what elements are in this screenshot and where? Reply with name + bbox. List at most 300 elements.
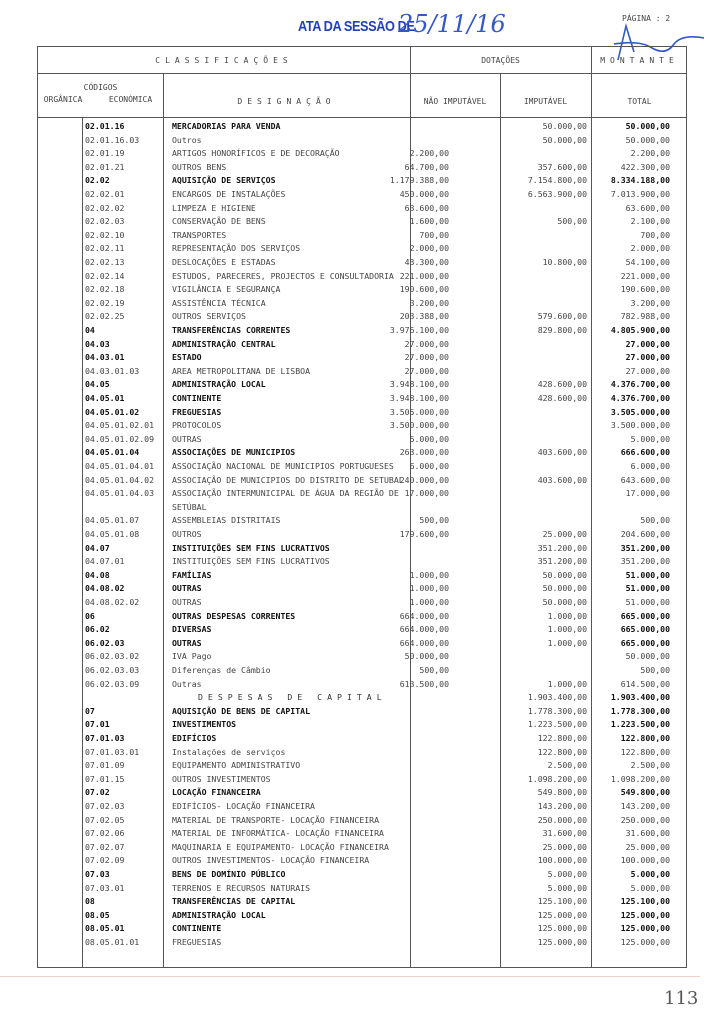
total-value: 50.000,00	[625, 134, 670, 145]
table-row	[38, 257, 686, 268]
nao-imputavel-value: 664.000,00	[399, 624, 449, 635]
economic-code: 04.07.01	[85, 556, 125, 567]
total-value: 1.223.500,00	[610, 719, 670, 730]
total-value: 549.800,00	[620, 787, 670, 798]
economic-code: 04.05.01	[85, 393, 125, 403]
economic-code: 04.08.02	[85, 583, 125, 594]
total-value: 351.200,00	[620, 542, 670, 553]
imputavel-value: 549.800,00	[537, 787, 587, 798]
designation: Diferenças de Câmbio	[172, 665, 271, 675]
table-row	[38, 325, 686, 336]
imputavel-value: 50.000,00	[542, 597, 587, 607]
economic-code: 07.02.09	[85, 855, 125, 866]
designation: ASSOCIAÇÃO NACIONAL DE MUNICIPIOS PORTUGUESES	[172, 461, 394, 471]
table-row	[38, 801, 686, 812]
total-value: 122.800,00	[620, 746, 670, 757]
imputavel-value: 1.000,00	[547, 637, 587, 648]
total-value: 190.600,00	[620, 284, 670, 295]
total-value: 665.000,00	[620, 610, 670, 621]
designation: VIGILÂNCIA E SEGURANÇA	[172, 284, 281, 295]
economic-code: 02.01.19	[85, 148, 125, 159]
designation: MAQUINARIA E EQUIPAMENTO- LOCAÇÃO FINANCEIRA	[172, 841, 389, 852]
imputavel-value: 500,00	[557, 216, 587, 227]
imputavel-value: 1.098.200,00	[527, 773, 587, 784]
nao-imputavel-value: 1.000,00	[409, 569, 449, 580]
table-row	[38, 461, 686, 472]
nao-imputavel-value: 700,00	[419, 229, 449, 240]
economic-code: 04.03.01.03	[85, 365, 140, 376]
nao-imputavel-value: 664.000,00	[399, 610, 449, 621]
table-row	[38, 271, 686, 282]
imputavel-value: 31.600,00	[542, 828, 587, 839]
designation: ESTADO	[172, 352, 202, 363]
table-row	[38, 311, 686, 322]
economic-code: 07.01.03	[85, 733, 125, 743]
table-row	[38, 692, 686, 703]
economic-code: 04.05.01.04	[85, 447, 140, 458]
page-number: 113	[664, 988, 699, 1009]
nao-imputavel-value: 6.000,00	[409, 461, 449, 471]
nao-imputavel-value: 3.948.100,00	[389, 393, 449, 403]
imputavel-value: 5.000,00	[547, 869, 587, 879]
designation: Outras	[172, 678, 202, 689]
designation: OUTROS	[172, 529, 202, 539]
total-value: 17.000,00	[625, 488, 670, 499]
total-value: 1.903.400,00	[610, 692, 670, 703]
designation: SETÚBAL	[172, 501, 207, 512]
total-value: 666.600,00	[620, 447, 670, 458]
table-row	[38, 447, 686, 458]
table-row	[38, 719, 686, 730]
table-row	[38, 869, 686, 880]
total-value: 27.000,00	[625, 352, 670, 363]
total-value: 3.500.000,00	[610, 420, 670, 431]
total-value: 614.500,00	[620, 678, 670, 689]
total-value: 3.200,00	[630, 297, 670, 308]
economic-code: 04.05.01.04.02	[85, 474, 155, 485]
total-value: 3.505.000,00	[610, 406, 670, 417]
nao-imputavel-value: 203.388,00	[399, 311, 449, 322]
total-value: 5.000,00	[630, 869, 670, 879]
economic-code: 02.02.01	[85, 189, 125, 199]
economic-code: 07.03.01	[85, 882, 125, 893]
imputavel-value: 100.000,00	[537, 855, 587, 866]
total-value: 4.376.700,00	[610, 393, 670, 403]
table-row	[38, 747, 686, 758]
designation: ADMINISTRAÇÃO LOCAL	[172, 909, 266, 920]
economic-code: 02.02.10	[85, 229, 125, 240]
total-value: 221.000,00	[620, 270, 670, 281]
designation: AQUISIÇÃO DE BENS DE CAPITAL	[172, 705, 311, 716]
nao-imputavel-value: 3.976.100,00	[389, 325, 449, 335]
table-row	[38, 189, 686, 200]
total-value: 27.000,00	[625, 365, 670, 376]
header-total: TOTAL	[627, 97, 652, 106]
table-row	[38, 121, 686, 132]
table-row	[38, 352, 686, 363]
economic-code: 07.02.06	[85, 828, 125, 839]
economic-code: 04.05.01.04.03	[85, 488, 155, 499]
header-nao-imputavel: NÃO IMPUTÁVEL	[423, 97, 487, 106]
imputavel-value: 122.800,00	[537, 733, 587, 743]
designation: FREGUESIAS	[172, 937, 222, 947]
total-value: 50.000,00	[625, 651, 670, 662]
economic-code: 04.08.02.02	[85, 597, 140, 607]
economic-code: 02.02	[85, 175, 110, 186]
designation: INSTITUIÇÕES SEM FINS LUCRATIVOS	[172, 556, 330, 567]
table-row	[38, 529, 686, 540]
table-row	[38, 760, 686, 771]
nao-imputavel-value: 2.000,00	[409, 243, 449, 254]
table-row	[38, 284, 686, 295]
table-row	[38, 883, 686, 894]
total-value: 125.000,00	[620, 923, 670, 934]
economic-code: 02.02.03	[85, 216, 125, 227]
total-value: 125.000,00	[620, 909, 670, 920]
imputavel-value: 403.600,00	[537, 474, 587, 485]
handwritten-date: 25/11/16	[398, 10, 506, 38]
economic-code: 08.05.01.01	[85, 937, 140, 947]
nao-imputavel-value: 3.948.100,00	[389, 379, 449, 390]
economic-code: 07.02.03	[85, 801, 125, 811]
designation: OUTROS BENS	[172, 161, 227, 172]
nao-imputavel-value: 2.200,00	[409, 148, 449, 159]
economic-code: 04.05.01.07	[85, 515, 140, 526]
economic-code: 06.02	[85, 624, 110, 635]
designation: REPRESENTAÇÃO DOS SERVIÇOS	[172, 243, 301, 254]
table-row	[38, 420, 686, 431]
nao-imputavel-value: 64.700,00	[404, 161, 449, 172]
economic-code: 02.01.16.03	[85, 134, 140, 145]
total-value: 500,00	[640, 665, 670, 675]
table-row	[38, 570, 686, 581]
designation: TRANSPORTES	[172, 229, 227, 240]
table-row	[38, 175, 686, 186]
table-row	[38, 855, 686, 866]
designation: ASSOCIAÇÕES DE MUNICIPIOS	[172, 447, 296, 458]
imputavel-value: 351.200,00	[537, 542, 587, 553]
economic-code: 04.05.01.02.01	[85, 420, 155, 431]
imputavel-value: 1.903.400,00	[527, 692, 587, 703]
table-row	[38, 366, 686, 377]
total-value: 665.000,00	[620, 624, 670, 635]
economic-code: 02.01.21	[85, 161, 125, 172]
designation: LIMPEZA E HIGIENE	[172, 202, 256, 213]
table-row	[38, 923, 686, 934]
imputavel-value: 50.000,00	[542, 121, 587, 131]
designation: MATERIAL DE TRANSPORTE- LOCAÇÃO FINANCEIRA	[172, 814, 380, 825]
total-value: 51.000,00	[625, 583, 670, 594]
economic-code: 04.05.01.02	[85, 406, 140, 417]
economic-code: 08.05.01	[85, 923, 125, 934]
designation: PROTOCOLOS	[172, 420, 222, 431]
table-row	[38, 597, 686, 608]
table-row	[38, 665, 686, 676]
table-row	[38, 583, 686, 594]
total-value: 782.988,00	[620, 311, 670, 322]
total-value: 51.000,00	[625, 569, 670, 580]
economic-code: 02.02.25	[85, 311, 125, 322]
table-row	[38, 475, 686, 486]
designation: OUTRAS DESPESAS CORRENTES	[172, 610, 296, 621]
economic-code: 07.01.03.01	[85, 746, 140, 757]
imputavel-value: 125.000,00	[537, 909, 587, 920]
table-row	[38, 543, 686, 554]
economic-code: 02.01.16	[85, 121, 125, 131]
table-row	[38, 679, 686, 690]
section-title: DESPESAS DE CAPITAL	[198, 692, 387, 703]
imputavel-value: 125.000,00	[537, 937, 587, 947]
designation: OUTRAS	[172, 637, 202, 648]
economic-code: 04.05.01.02.09	[85, 433, 155, 444]
designation: ASSOCIAÇÃO DE MUNICIPIOS DO DISTRITO DE SETUBAL	[172, 474, 404, 485]
header-montante: MONTANTE	[600, 56, 679, 65]
table-row	[38, 651, 686, 662]
economic-code: 02.02.11	[85, 243, 125, 254]
designation: OUTRAS	[172, 583, 202, 594]
designation: ASSOCIAÇÃO INTERMUNICIPAL DE ÁGUA DA REGIÃO DE	[172, 488, 399, 499]
table-row	[38, 203, 686, 214]
total-value: 204.600,00	[620, 529, 670, 539]
economic-code: 08	[85, 896, 95, 907]
designation: TERRENOS E RECURSOS NATURAIS	[172, 882, 311, 893]
designation: INVESTIMENTOS	[172, 719, 237, 730]
economic-code: 07.01.09	[85, 760, 125, 771]
designation: AQUISIÇÃO DE SERVIÇOS	[172, 175, 276, 186]
designation: EQUIPAMENTO ADMINISTRATIVO	[172, 760, 301, 771]
total-value: 54.100,00	[625, 257, 670, 267]
economic-code: 04.05.01.04.01	[85, 461, 155, 471]
economic-code: 07.02.07	[85, 841, 125, 852]
table-row	[38, 815, 686, 826]
designation: DESLOCAÇÕES E ESTADAS	[172, 257, 276, 267]
nao-imputavel-value: 3.200,00	[409, 297, 449, 308]
economic-code: 07.01	[85, 719, 110, 730]
imputavel-value: 125.000,00	[537, 923, 587, 934]
nao-imputavel-value: 17.000,00	[404, 488, 449, 499]
imputavel-value: 7.154.800,00	[527, 175, 587, 186]
imputavel-value: 25.000,00	[542, 841, 587, 852]
table-row	[38, 515, 686, 526]
imputavel-value: 143.200,00	[537, 801, 587, 811]
designation: ESTUDOS, PARECERES, PROJECTOS E CONSULTADORIA	[172, 270, 394, 281]
nao-imputavel-value: 221.000,00	[399, 270, 449, 281]
total-value: 143.200,00	[620, 801, 670, 811]
nao-imputavel-value: 240.000,00	[399, 474, 449, 485]
imputavel-value: 351.200,00	[537, 556, 587, 567]
total-value: 31.600,00	[625, 828, 670, 839]
economic-code: 06.02.03.02	[85, 651, 140, 662]
nao-imputavel-value: 190.600,00	[399, 284, 449, 295]
imputavel-value: 1.778.300,00	[527, 705, 587, 716]
economic-code: 07.03	[85, 869, 110, 879]
designation: OUTRAS	[172, 597, 202, 607]
economic-code: 04.05.01.08	[85, 529, 140, 539]
total-value: 122.800,00	[620, 733, 670, 743]
imputavel-value: 50.000,00	[542, 569, 587, 580]
designation: FREGUESIAS	[172, 406, 222, 417]
table-row	[38, 135, 686, 146]
designation: ADMINISTRAÇÃO CENTRAL	[172, 338, 276, 349]
designation: DIVERSAS	[172, 624, 212, 635]
header-imputavel: IMPUTÁVEL	[523, 97, 568, 106]
designation: OUTROS SERVIÇOS	[172, 311, 246, 322]
total-value: 2.100,00	[630, 216, 670, 227]
designation: CONTINENTE	[172, 393, 222, 403]
table-row	[38, 243, 686, 254]
designation: CONTINENTE	[172, 923, 222, 934]
imputavel-value: 579.600,00	[537, 311, 587, 322]
imputavel-value: 6.563.900,00	[527, 189, 587, 199]
table-row	[38, 611, 686, 622]
designation: OUTROS INVESTIMENTOS	[172, 773, 271, 784]
nao-imputavel-value: 27.000,00	[404, 352, 449, 363]
table-row	[38, 556, 686, 567]
header-codigos: CÓDIGOS	[83, 83, 118, 92]
header-dotacoes: DOTAÇÕES	[481, 56, 520, 65]
total-value: 8.334.188,00	[610, 175, 670, 186]
nao-imputavel-value: 50.000,00	[404, 651, 449, 662]
designation: OUTROS INVESTIMENTOS- LOCAÇÃO FINANCEIRA	[172, 855, 370, 866]
economic-code: 04.03.01	[85, 352, 125, 363]
total-value: 1.098.200,00	[610, 773, 670, 784]
designation: EDIFÍCIOS	[172, 733, 217, 743]
table-row	[38, 162, 686, 173]
nao-imputavel-value: 27.000,00	[404, 338, 449, 349]
designation: Instalações de serviços	[172, 746, 286, 757]
table-row	[38, 828, 686, 839]
divider	[0, 976, 700, 977]
table-row	[38, 502, 686, 513]
total-value: 500,00	[640, 515, 670, 526]
imputavel-value: 1.000,00	[547, 624, 587, 635]
imputavel-value: 428.600,00	[537, 379, 587, 390]
total-value: 250.000,00	[620, 814, 670, 825]
total-value: 125.100,00	[620, 896, 670, 907]
designation: Outros	[172, 134, 202, 145]
economic-code: 04.03	[85, 338, 110, 349]
nao-imputavel-value: 3.505.000,00	[389, 406, 449, 417]
economic-code: 02.02.19	[85, 297, 125, 308]
total-value: 4.805.900,00	[610, 325, 670, 335]
total-value: 5.000,00	[630, 433, 670, 444]
imputavel-value: 10.800,00	[542, 257, 587, 267]
imputavel-value: 122.800,00	[537, 746, 587, 757]
total-value: 2.000,00	[630, 243, 670, 254]
total-value: 27.000,00	[625, 338, 670, 349]
economic-code: 07.02	[85, 787, 110, 798]
nao-imputavel-value: 500,00	[419, 515, 449, 526]
nao-imputavel-value: 1.600,00	[409, 216, 449, 227]
nao-imputavel-value: 5.000,00	[409, 433, 449, 444]
imputavel-value: 50.000,00	[542, 583, 587, 594]
nao-imputavel-value: 450.000,00	[399, 189, 449, 199]
table-row	[38, 624, 686, 635]
designation: ASSISTÊNCIA TÉCNICA	[172, 297, 266, 308]
economic-code: 06.02.03.03	[85, 665, 140, 675]
table-row	[38, 842, 686, 853]
nao-imputavel-value: 179.600,00	[399, 529, 449, 539]
total-value: 50.000,00	[625, 121, 670, 131]
nao-imputavel-value: 1.000,00	[409, 597, 449, 607]
header-classificacoes: CLASSIFICAÇÕES	[155, 56, 293, 65]
document-title: ATA DA SESSÃO DE	[298, 18, 415, 35]
designation: ENCARGOS DE INSTALAÇÕES	[172, 189, 286, 199]
imputavel-value: 5.000,00	[547, 882, 587, 893]
designation: ASSEMBLEIAS DISTRITAIS	[172, 515, 281, 526]
economic-code: 02.02.18	[85, 284, 125, 295]
designation: MATERIAL DE INFORMÁTICA- LOCAÇÃO FINANCEIRA	[172, 828, 384, 839]
total-value: 7.013.900,00	[610, 189, 670, 199]
economic-code: 04.05	[85, 379, 110, 390]
imputavel-value: 357.600,00	[537, 161, 587, 172]
table-row	[38, 230, 686, 241]
header-organica: ORGÂNICA	[43, 95, 83, 104]
nao-imputavel-value: 27.000,00	[404, 365, 449, 376]
economic-code: 02.02.14	[85, 270, 125, 281]
nao-imputavel-value: 613.500,00	[399, 678, 449, 689]
table-row	[38, 379, 686, 390]
budget-table	[37, 46, 687, 968]
table-row	[38, 148, 686, 159]
nao-imputavel-value: 63.600,00	[404, 202, 449, 213]
total-value: 665.000,00	[620, 637, 670, 648]
imputavel-value: 1.000,00	[547, 678, 587, 689]
table-row	[38, 896, 686, 907]
designation: BENS DE DOMÍNIO PÚBLICO	[172, 869, 286, 879]
imputavel-value: 125.100,00	[537, 896, 587, 907]
economic-code: 04.08	[85, 569, 110, 580]
table-row	[38, 216, 686, 227]
table-row	[38, 298, 686, 309]
economic-code: 02.02.02	[85, 202, 125, 213]
designation: IVA Pago	[172, 651, 212, 662]
table-row	[38, 339, 686, 350]
imputavel-value: 829.800,00	[537, 325, 587, 335]
imputavel-value: 25.000,00	[542, 529, 587, 539]
economic-code: 07	[85, 705, 95, 716]
table-row	[38, 638, 686, 649]
total-value: 2.200,00	[630, 148, 670, 159]
economic-code: 02.02.13	[85, 257, 125, 267]
economic-code: 06.02.03	[85, 637, 125, 648]
total-value: 2.500,00	[630, 760, 670, 771]
header-economica: ECONÓMICA	[108, 95, 153, 104]
total-value: 51.000,00	[625, 597, 670, 607]
total-value: 351.200,00	[620, 556, 670, 567]
designation: AREA METROPOLITANA DE LISBOA	[172, 365, 311, 376]
economic-code: 06.02.03.09	[85, 678, 140, 689]
total-value: 700,00	[640, 229, 670, 240]
table-row	[38, 706, 686, 717]
total-value: 1.778.300,00	[610, 705, 670, 716]
table-row	[38, 910, 686, 921]
economic-code: 06	[85, 610, 95, 621]
designation: INSTITUIÇÕES SEM FINS LUCRATIVOS	[172, 542, 330, 553]
page-label: PÁGINA : 2	[622, 14, 671, 23]
table-row	[38, 407, 686, 418]
designation: LOCAÇÃO FINANCEIRA	[172, 787, 261, 798]
total-value: 100.000,00	[620, 855, 670, 866]
table-row	[38, 393, 686, 404]
table-row	[38, 937, 686, 948]
designation: CONSERVAÇÃO DE BENS	[172, 216, 266, 227]
nao-imputavel-value: 263.000,00	[399, 447, 449, 458]
economic-code: 07.02.05	[85, 814, 125, 825]
table-row	[38, 434, 686, 445]
designation: TRANSFERÊNCIAS CORRENTES	[172, 325, 291, 335]
total-value: 25.000,00	[625, 841, 670, 852]
